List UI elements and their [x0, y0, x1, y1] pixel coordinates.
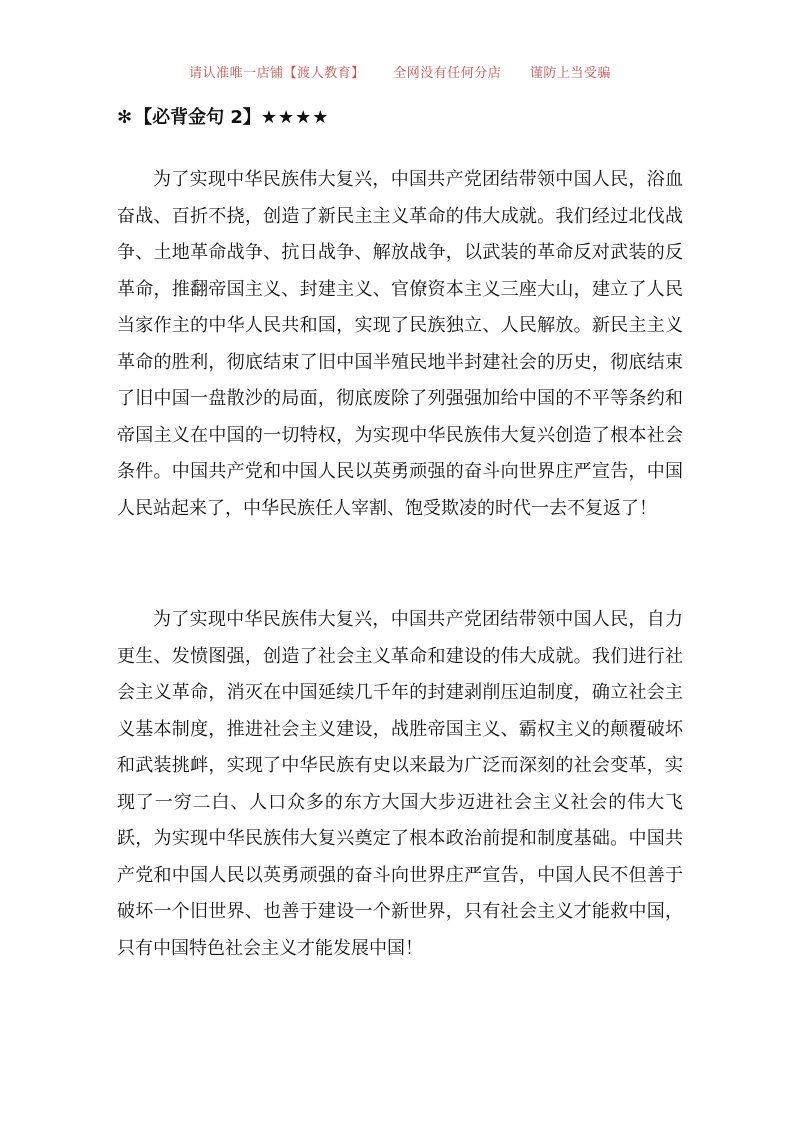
rating-stars: ★★★★: [260, 107, 330, 128]
section-title: 【必背金句 2】: [134, 107, 261, 128]
store-notice-header: [0, 62, 800, 81]
paragraph-1: 为了实现中华民族伟大复兴，中国共产党团结带领中国人民，浴血奋战、百折不挠，创造了新民主主义革命的伟大成就。我们经过北伐战争、土地革命战争、抗日战争、解放战争，以武装的革命反对武装的反革命，推翻帝国主义、封建主义、官僚资本主义三座大山，建立了人民当家作主的中华人民共和国，实现了民族独立、人民解放。新民主主义革命的胜利，彻底结束了旧中国半殖民地半封建社会的历史，彻底结束了旧中国一盘散沙的局面，彻底废除了列强强加给中国的不平等条约和帝国主义在中国的一切特权，为实现中华民族伟大复兴创造了根本社会条件。中国共产党和中国人民以英勇顽强的奋斗向世界庄严宣告，中国人民站起来了，中华民族任人宰割、饱受欺凌的时代一去不复返了！: [117, 169, 683, 519]
paragraph-2: 为了实现中华民族伟大复兴，中国共产党团结带领中国人民，自力更生、发愤图强，创造了社会主义革命和建设的伟大成就。我们进行社会主义革命，消灭在中国延续几千年的封建剥削压迫制度，确立社会主义基本制度，推进社会主义建设，战胜帝国主义、霸权主义的颠覆破坏和武装挑衅，实现了中华民族有史以来最为广泛而深刻的社会变革，实现了一穷二白、人口众多的东方大国大步迈进社会主义社会的伟大飞跃，为实现中华民族伟大复兴奠定了根本政治前提和制度基础。中国共产党和中国人民以英勇顽强的奋斗向世界庄严宣告，中国人民不但善于破坏一个旧世界、也善于建设一个新世界，只有社会主义才能救中国，只有中国特色社会主义才能发展中国！: [117, 609, 683, 959]
section-heading: [117, 106, 329, 130]
store-notice-3: 谨防上当受骗: [529, 66, 611, 81]
store-notice-2: 全网没有任何分店: [393, 66, 502, 81]
store-notice-1: 请认准唯一店铺【渡人教育】: [189, 66, 365, 81]
flower-icon: ✻: [117, 107, 133, 128]
